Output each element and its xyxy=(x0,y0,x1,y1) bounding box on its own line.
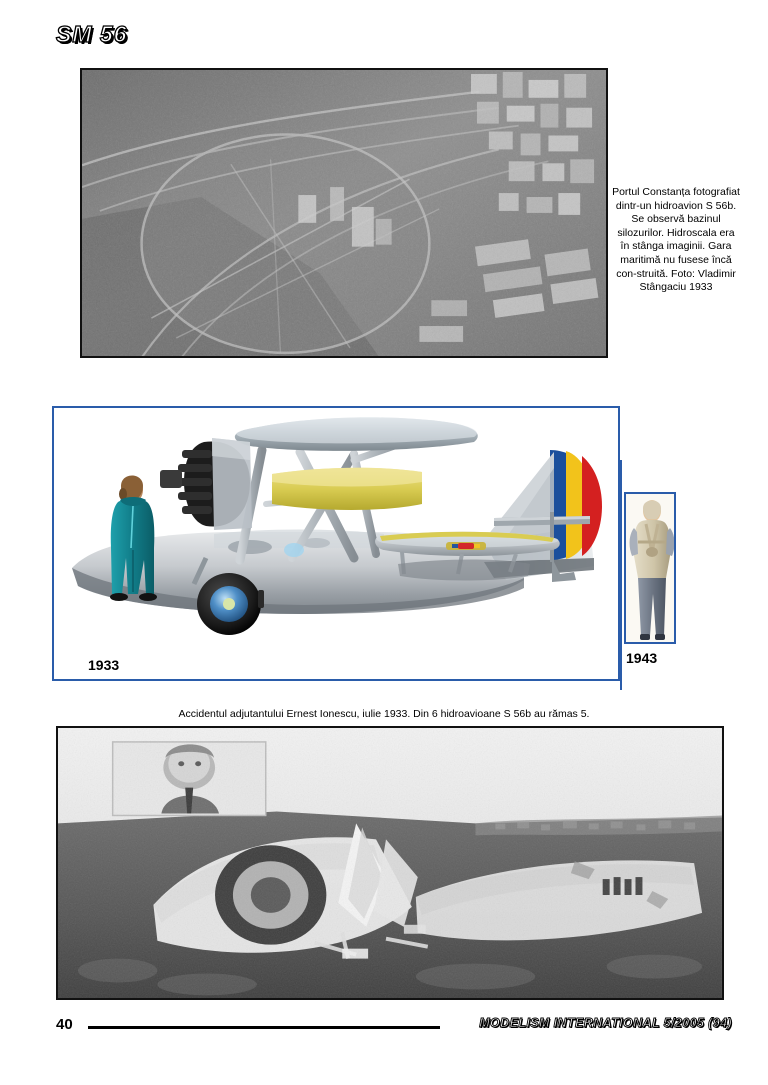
radial-engine xyxy=(160,438,252,530)
footer-divider xyxy=(88,1026,440,1029)
pilot-figure-1943-image xyxy=(626,494,676,644)
aerial-photo-caption: Portul Constanța fotografiat dintr-un hidroavion S 56b. Se observă bazinul silozurilor. Hidroscala era în stânga imaginii. Gara maritimă nu fusese încă con-struită. Foto: Vladimir Stângaciu 1933 xyxy=(612,186,740,294)
crash-photo-image xyxy=(58,728,722,1000)
crash-photograph xyxy=(56,726,724,1000)
aerial-photo-image xyxy=(82,70,606,358)
aircraft-illustration-panel xyxy=(52,406,620,681)
crash-photo-caption: Accidentul adjutantului Ernest Ionescu, iulie 1933. Din 6 hidroavioane S 56b au rămas 5. xyxy=(178,708,590,720)
figure-panel-1943 xyxy=(624,492,676,644)
illustration-year-label-1933: 1933 xyxy=(88,657,120,673)
aircraft-illustration-image xyxy=(54,408,620,681)
aerial-photograph xyxy=(80,68,608,358)
panel-divider xyxy=(620,460,622,690)
pilot-figure-1933 xyxy=(110,476,157,602)
footer-publication-info: MODELISM INTERNATIONAL 5/2005 (94) xyxy=(479,1016,732,1030)
page-title: SM 56 xyxy=(56,21,128,47)
illustration-year-label-1943: 1943 xyxy=(626,650,658,666)
footer-page-number: 40 xyxy=(56,1016,73,1033)
